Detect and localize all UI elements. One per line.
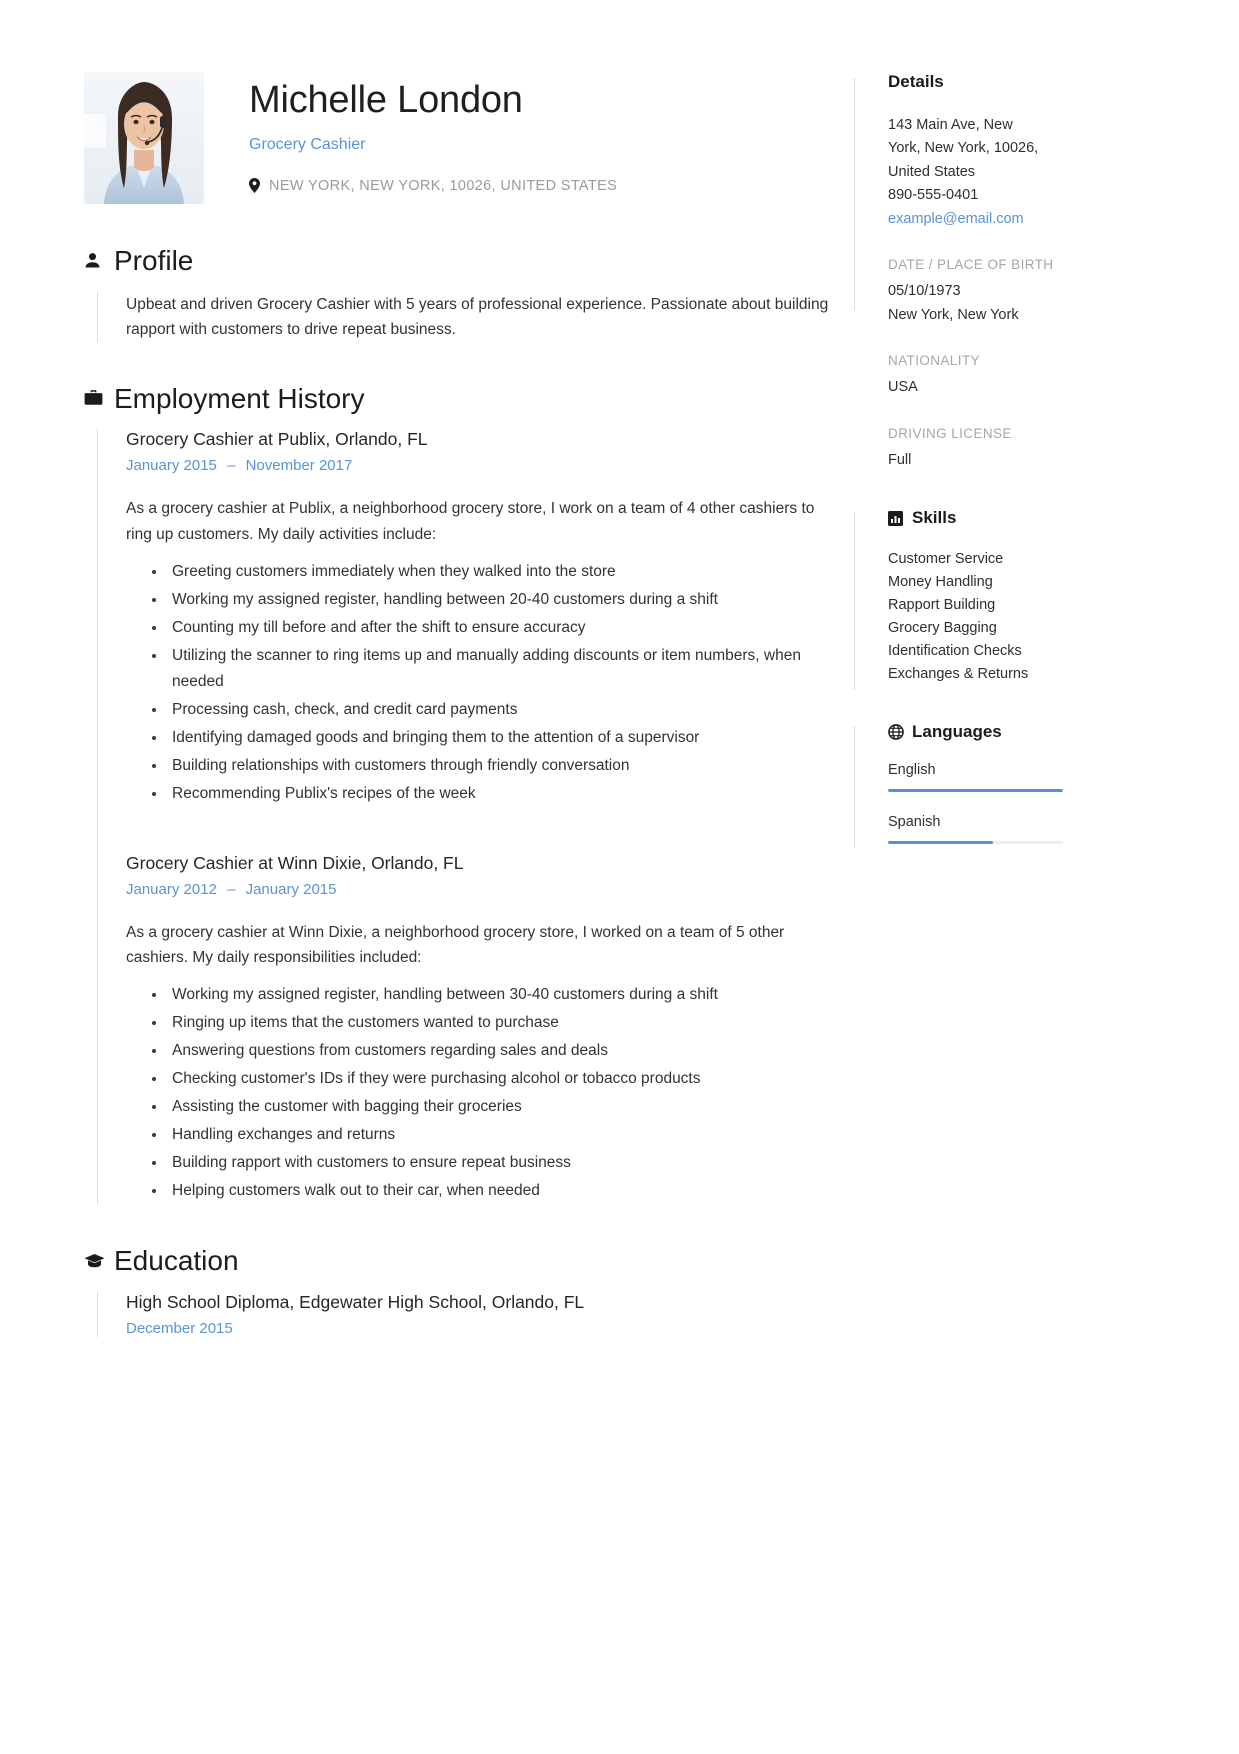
- address-line: 143 Main Ave, New: [888, 117, 1013, 133]
- language-name: English: [888, 761, 936, 778]
- address-line: United States: [888, 163, 976, 180]
- sidebar-languages-head: [888, 722, 1154, 742]
- skill-item: Identification Checks: [888, 642, 1022, 659]
- employment-entry-title: Grocery Cashier at Winn Dixie, Orlando, FL: [126, 852, 464, 873]
- sidebar-skills: [888, 508, 1154, 685]
- sidebar-languages-title: Languages: [912, 721, 1002, 741]
- skill-item: Exchanges & Returns: [888, 665, 1029, 682]
- list-item: Handling exchanges and returns: [152, 1122, 836, 1148]
- employment-entry-bullets: [126, 559, 836, 807]
- location-pin-icon: [249, 178, 260, 193]
- sidebar-divider: [854, 512, 855, 689]
- language-level-fill: [888, 841, 993, 844]
- list-item: Answering questions from customers regarding sales and deals: [152, 1038, 836, 1064]
- sidebar-skills-head: [888, 508, 1154, 528]
- employment-entry-title: Grocery Cashier at Publix, Orlando, FL: [126, 429, 428, 450]
- list-item: Counting my till before and after the shift to ensure accuracy: [152, 615, 836, 641]
- employment-entry: [126, 853, 836, 1204]
- section-education-head: [84, 1244, 836, 1278]
- header-text-block: [249, 72, 617, 194]
- person-icon: [84, 252, 114, 269]
- language-name: Spanish: [888, 813, 941, 830]
- education-entry: [126, 1292, 836, 1337]
- location-row: [249, 178, 617, 194]
- date-separator: –: [227, 457, 236, 475]
- section-profile-body: [97, 292, 836, 342]
- section-employment-body: [97, 429, 836, 1204]
- list-item: Working my assigned register, handling between 30-40 customers during a shift: [152, 982, 836, 1008]
- briefcase-icon: [84, 390, 114, 407]
- location-text: NEW YORK, NEW YORK, 10026, UNITED STATES: [269, 177, 618, 194]
- employment-entry-dates: [126, 457, 836, 474]
- employment-entry-summary: As a grocery cashier at Winn Dixie, a neighborhood grocery store, I worked on a team of 5 other cashiers. My daily responsibilities included:: [126, 923, 785, 967]
- job-title: Grocery Cashier: [249, 135, 366, 153]
- address-line: York, New York, 10026,: [888, 140, 1039, 157]
- list-item: Assisting the customer with bagging their groceries: [152, 1094, 836, 1120]
- email-link[interactable]: example@email.com: [888, 210, 1024, 227]
- sidebar-languages: [888, 722, 1154, 844]
- skill-item: Money Handling: [888, 574, 993, 591]
- section-title-employment: Employment History: [114, 382, 365, 414]
- list-item: Working my assigned register, handling between 20-40 customers during a shift: [152, 587, 836, 613]
- field-value-birth-place: New York, New York: [888, 306, 1019, 323]
- language-level-track: [888, 841, 1063, 844]
- phone-number: 890-555-0401: [888, 187, 979, 204]
- list-item: Identifying damaged goods and bringing them to the attention of a supervisor: [152, 725, 836, 751]
- sidebar-skills-title: Skills: [912, 508, 957, 528]
- date-end: November 2017: [245, 457, 353, 475]
- sidebar-details: [888, 72, 1154, 472]
- list-item: Utilizing the scanner to ring items up and manually adding discounts or item numbers, when needed: [152, 643, 836, 695]
- date-separator: –: [227, 880, 236, 898]
- list-item: Checking customer's IDs if they were purchasing alcohol or tobacco products: [152, 1066, 836, 1092]
- section-title-education: Education: [114, 1245, 239, 1277]
- section-title-profile: Profile: [114, 245, 194, 276]
- section-employment: [84, 382, 836, 1205]
- field-label-driving-license: DRIVING LICENSE: [888, 425, 1012, 441]
- graduation-cap-icon: [84, 1253, 114, 1269]
- field-value-nationality: USA: [888, 379, 918, 396]
- date-start: January 2012: [126, 880, 217, 898]
- sidebar-details-title: Details: [888, 72, 944, 91]
- globe-icon: [888, 724, 912, 740]
- section-profile: [84, 244, 836, 342]
- page-title: Michelle London: [249, 79, 523, 121]
- resume-main-column: [84, 72, 836, 1359]
- resume-sidebar: [854, 72, 1154, 866]
- language-item: [888, 762, 1154, 792]
- skill-item: Customer Service: [888, 551, 1004, 568]
- list-item: Building rapport with customers to ensure repeat business: [152, 1150, 836, 1176]
- employment-entry-dates: [126, 881, 836, 898]
- employment-entry: [126, 429, 836, 807]
- language-item: [888, 814, 1154, 844]
- language-level-fill: [888, 789, 1063, 792]
- field-label-nationality: NATIONALITY: [888, 353, 980, 369]
- field-label-birth: DATE / PLACE OF BIRTH: [888, 257, 1054, 273]
- section-education: [84, 1244, 836, 1337]
- field-value-driving-license: Full: [888, 451, 912, 468]
- profile-photo: [84, 72, 204, 204]
- date-end: January 2015: [245, 880, 337, 898]
- field-value-birth-date: 05/10/1973: [888, 283, 961, 300]
- section-employment-head: [84, 382, 836, 416]
- list-item: Greeting customers immediately when they walked into the store: [152, 559, 836, 585]
- list-item: Processing cash, check, and credit card payments: [152, 697, 836, 723]
- list-item: Recommending Publix's recipes of the week: [152, 781, 836, 807]
- education-entry-title: High School Diploma, Edgewater High School, Orlando, FL: [126, 1291, 585, 1312]
- resume-header: [84, 72, 836, 204]
- bar-chart-icon: [888, 511, 912, 526]
- employment-entry-summary: As a grocery cashier at Publix, a neighborhood grocery store, I work on a team of 4 other cashiers to ring up customers. My daily activities include:: [126, 500, 815, 543]
- skill-item: Rapport Building: [888, 597, 996, 614]
- education-entry-date: December 2015: [126, 1319, 233, 1337]
- list-item: Ringing up items that the customers wanted to purchase: [152, 1010, 836, 1036]
- list-item: Helping customers walk out to their car, when needed: [152, 1178, 836, 1204]
- section-education-body: [97, 1292, 836, 1337]
- language-level-track: [888, 789, 1063, 792]
- profile-text: Upbeat and driven Grocery Cashier with 5 years of professional experience. Passionate about building rapport with customers to drive repeat business.: [126, 295, 829, 338]
- list-item: Building relationships with customers through friendly conversation: [152, 753, 836, 779]
- date-start: January 2015: [126, 457, 217, 475]
- sidebar-divider: [854, 726, 855, 848]
- employment-entry-bullets: [126, 982, 836, 1204]
- skill-item: Grocery Bagging: [888, 620, 997, 637]
- section-profile-head: [84, 244, 836, 278]
